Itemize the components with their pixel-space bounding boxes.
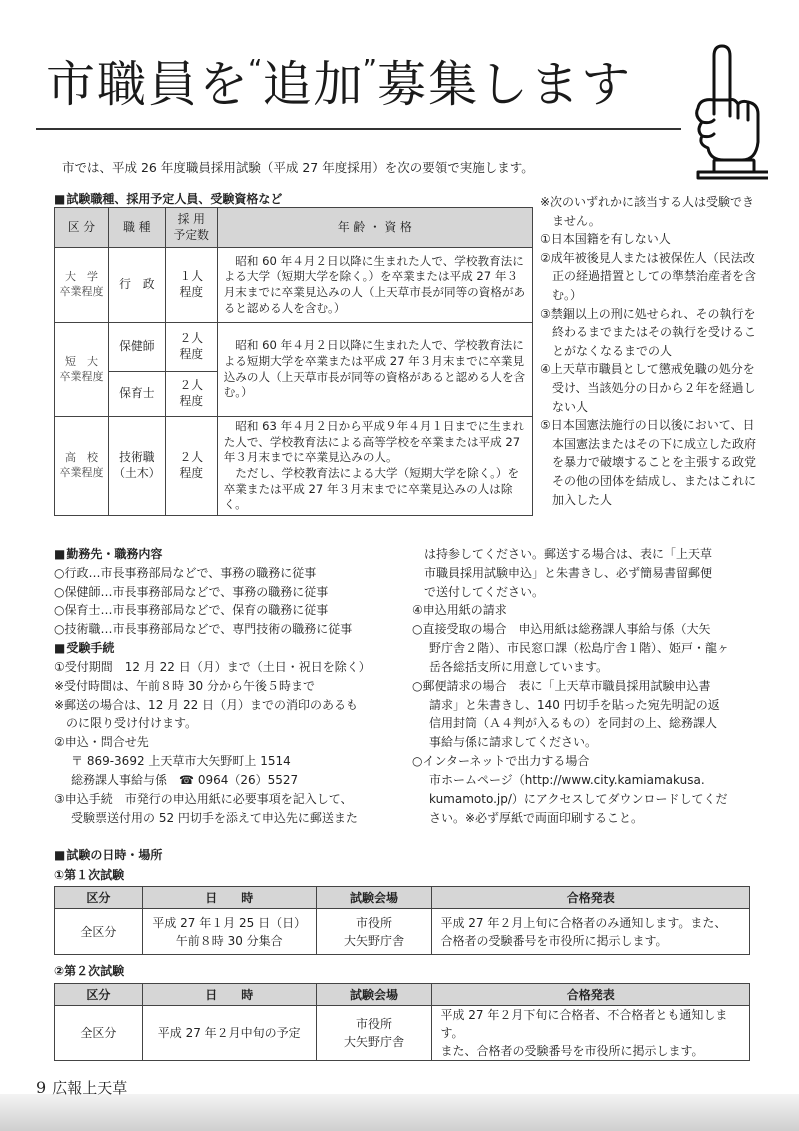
row-count: １人 程度 xyxy=(165,248,217,323)
header-division: 区分 xyxy=(55,887,143,909)
disqualification-item: ②成年被後見人または被保佐人（民法改正の経過措置としての準禁治産者を含む。） xyxy=(540,250,757,302)
exam-venue: 市役所 大矢野庁舎 xyxy=(316,909,432,955)
header-qualification: 年 齢 ・ 資 格 xyxy=(217,208,532,248)
procedure-right-line: 信用封筒（Ａ４判が入るもの）を同封の上、総務課人 xyxy=(429,716,718,731)
application-form-label: ④申込用紙の請求 xyxy=(412,603,507,618)
header-division: 区分 xyxy=(55,984,143,1006)
row-count: ２人 程度 xyxy=(165,417,217,516)
procedure-mail-note-cont: のに限り受け付けます。 xyxy=(66,716,198,731)
contact-label: ②申込・問合せ先 xyxy=(54,735,149,750)
title-text-2: 募集します xyxy=(377,56,633,113)
exam-announcement: 平成 27 年２月下旬に合格者、不合格者とも通知します。 また、合格者の受験番号を市役所に掲示します。 xyxy=(432,1006,750,1061)
row-division: 短 大 卒業程度 xyxy=(55,323,109,417)
procedure-right-line: ○直接受取の場合 申込用紙は総務課人事給与係（大矢 xyxy=(412,622,711,637)
table-header-row xyxy=(55,984,750,1006)
publication-name: 広報上天草 xyxy=(52,1079,128,1097)
procedure-mail-note: ※郵送の場合は、12 月 22 日（月）までの消印のあるも xyxy=(54,697,359,712)
workplace-item: ○技術職…市長事務部局などで、専門技術の職務に従事 xyxy=(54,622,353,637)
row-job: 技術職 （土木） xyxy=(108,417,165,516)
first-exam-label: ①第１次試験 xyxy=(54,868,125,882)
procedure-right-line: さい。※必ず厚紙で両面印刷すること。 xyxy=(429,810,644,825)
procedure-right-line: で送付してください。 xyxy=(424,584,545,599)
workplace-item: ○行政…市長事務部局などで、事務の職務に従事 xyxy=(54,565,317,580)
procedure-hours: ※受付時間は、午前８時 30 分から午後５時まで xyxy=(54,678,315,693)
row-job: 保健師 xyxy=(108,323,165,372)
procedure-right-line: 市職員採用試験申込」と朱書きし、必ず簡易書留郵便 xyxy=(424,565,713,580)
table-header-row xyxy=(55,208,533,248)
second-exam-label: ②第２次試験 xyxy=(54,964,125,978)
table-row xyxy=(55,909,750,955)
second-exam-table xyxy=(54,983,750,1061)
row-requirement: 昭和 63 年４月２日から平成９年４月１日までに生まれた人で、学校教育法による高等学校を卒業または平成 27 年３月末までに卒業見込みの人。 ただし、学校教育法による大学（短期大学を除く。）を卒業または平成 27 年３月末までに卒業見込みの人は除く。 xyxy=(217,417,532,516)
table-row xyxy=(55,323,533,372)
disqualification-item: ③禁錮以上の刑に処せられ、その執行を終わるまでまたはその執行を受けることがなくなるまでの人 xyxy=(540,306,757,358)
exam-heading: ■ 試験の日時・場所 xyxy=(54,846,162,863)
page-footer xyxy=(36,1077,127,1098)
disqualification-item: ①日本国籍を有しない人 xyxy=(540,232,671,247)
pointing-hand-icon xyxy=(684,42,768,192)
row-requirement: 昭和 60 年４月２日以降に生まれた人で、学校教育法による短期大学を卒業または平成 27 年３月末までに卒業見込みの人（上天草市長が同等の資格があると認める人を含む。） xyxy=(217,323,532,417)
contact-address: 〒 869-3692 上天草市大矢野町上 1514 xyxy=(71,754,291,769)
title-text-1: 市職員を xyxy=(46,56,251,113)
page-title xyxy=(46,52,632,117)
exam-announcement: 平成 27 年２月上旬に合格者のみ通知します。また、 合格者の受験番号を市役所に掲示します。 xyxy=(432,909,750,955)
procedure-method-cont: 受験票送付用の 52 円切手を添えて申込先に郵送また xyxy=(71,810,358,825)
workplace-item: ○保健師…市長事務部局などで、事務の職務に従事 xyxy=(54,584,329,599)
header-count: 採 用 予定数 xyxy=(165,208,217,248)
row-requirement: 昭和 60 年４月２日以降に生まれた人で、学校教育法による大学（短期大学を除く。）を卒業または平成 27 年３月末までに卒業見込みの人（上天草市長が同等の資格があると認める人を含む。） xyxy=(217,248,532,323)
homepage-url-line: 市ホームページ（http://www.city.kamiamakusa. xyxy=(429,772,705,787)
procedure-left-column xyxy=(54,545,399,827)
table-row xyxy=(55,417,533,516)
procedure-right-line: 事給与係に請求してください。 xyxy=(429,735,598,750)
row-division: 高 校 卒業程度 xyxy=(55,417,109,516)
procedure-heading: ■ 受験手続 xyxy=(54,639,399,658)
table-row xyxy=(55,1006,750,1061)
exam-venue: 市役所 大矢野庁舎 xyxy=(316,1006,432,1061)
header-division: 区 分 xyxy=(55,208,109,248)
procedure-right-line: 野庁舎２階）、市民窓口課（松島庁舎１階）、姫戸・龍ヶ xyxy=(429,641,730,656)
homepage-url-line: kumamoto.jp/）にアクセスしてダウンロードしてくだ xyxy=(429,791,728,806)
header-job: 職 種 xyxy=(108,208,165,248)
procedure-right-line: ○インターネットで出力する場合 xyxy=(412,754,590,769)
contact-dept: 総務課人事給与係 xyxy=(71,772,168,787)
header-announcement: 合格発表 xyxy=(432,984,750,1006)
row-count: ２人 程度 xyxy=(165,323,217,372)
phone-icon: ☎ xyxy=(179,772,194,787)
footer-band xyxy=(0,1094,799,1131)
workplace-item: ○保育士…市長事務部局などで、保育の職務に従事 xyxy=(54,603,329,618)
disqualification-lead: ※次のいずれかに該当する人は受験できません。 xyxy=(540,195,755,228)
title-emphasis: 追加 xyxy=(262,56,365,113)
procedure-right-line: 請求」と朱書きし、140 円切手を貼った宛先明記の返 xyxy=(429,697,720,712)
first-exam-table xyxy=(54,886,750,955)
exam-division: 全区分 xyxy=(55,1006,143,1061)
procedure-right-line: ○郵便請求の場合 表に「上天草市職員採用試験申込書 xyxy=(412,678,711,693)
table-row xyxy=(55,248,533,323)
row-count: ２人 程度 xyxy=(165,372,217,417)
header-venue: 試験会場 xyxy=(316,984,432,1006)
disqualification-notes xyxy=(540,193,760,509)
procedure-right-line: は持参してください。郵送する場合は、表に「上天草 xyxy=(424,547,713,561)
procedure-period: ①受付期間 12 月 22 日（月）まで（土日・祝日を除く） xyxy=(54,659,371,674)
row-job: 行 政 xyxy=(108,248,165,323)
title-rule xyxy=(36,128,681,130)
row-job: 保育士 xyxy=(108,372,165,417)
exam-datetime: 平成 27 年２月中旬の予定 xyxy=(142,1006,316,1061)
procedure-right-line: 岳各総括支所に用意しています。 xyxy=(429,659,609,674)
qualifications-heading: ■ 試験職種、採用予定人員、受験資格など xyxy=(54,190,282,207)
title-close-quote: ” xyxy=(362,53,380,86)
header-datetime: 日 時 xyxy=(142,887,316,909)
exam-division: 全区分 xyxy=(55,909,143,955)
procedure-method: ③申込手続 市発行の申込用紙に必要事項を記入して、 xyxy=(54,791,353,806)
row-division: 大 学 卒業程度 xyxy=(55,248,109,323)
qualifications-table xyxy=(54,207,533,516)
exam-datetime: 平成 27 年１月 25 日（日） 午前８時 30 分集合 xyxy=(142,909,316,955)
header-datetime: 日 時 xyxy=(142,984,316,1006)
header-announcement: 合格発表 xyxy=(432,887,750,909)
workplace-heading: ■ 勤務先・職務内容 xyxy=(54,545,399,564)
page-number: 9 xyxy=(36,1078,47,1097)
table-header-row xyxy=(55,887,750,909)
disqualification-item: ⑤日本国憲法施行の日以後において、日本国憲法またはその下に成立した政府を暴力で破壊することを主張する政党その他の団体を結成し、またはこれに加入した人 xyxy=(540,418,757,507)
disqualification-item: ④上天草市職員として懲戒免職の処分を受け、当該処分の日から２年を経過しない人 xyxy=(540,362,756,414)
contact-phone: 0964（26）5527 xyxy=(197,772,299,787)
contact-line xyxy=(54,771,399,790)
procedure-right-column xyxy=(412,545,772,827)
header-venue: 試験会場 xyxy=(316,887,432,909)
title-open-quote: “ xyxy=(248,53,265,86)
intro-text: 市では、平成 26 年度職員採用試験（平成 27 年度採用）を次の要領で実施します。 xyxy=(62,160,534,175)
